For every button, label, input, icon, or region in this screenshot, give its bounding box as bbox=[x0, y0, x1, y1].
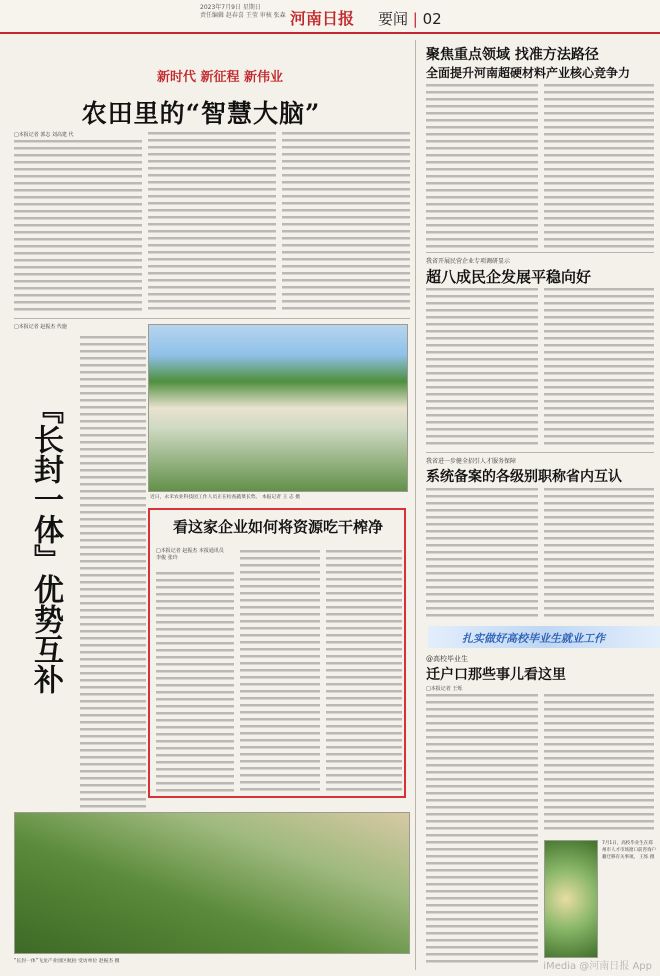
office-photo bbox=[544, 840, 598, 958]
section-divider bbox=[14, 318, 410, 319]
article-body bbox=[148, 132, 276, 312]
article-body bbox=[326, 550, 402, 792]
feature-byline: □本报记者 赵振杰 本报通讯员 李俊 张玲 bbox=[156, 548, 224, 561]
right-headline: 迁户口那些事儿看这里 bbox=[426, 667, 566, 683]
article-body bbox=[426, 84, 538, 248]
column-divider bbox=[415, 40, 416, 970]
article-body bbox=[282, 132, 410, 312]
date-line: 2023年7月9日 星期日 责任编辑 赵春喜 王莹 审核 张森 bbox=[200, 4, 286, 19]
article-body bbox=[240, 550, 320, 792]
section-divider bbox=[426, 452, 654, 453]
article-body bbox=[544, 694, 654, 834]
right-headline: 聚焦重点领域 找准方法路径 bbox=[426, 47, 599, 63]
article-body bbox=[544, 288, 654, 448]
right-subhead: 我省开展民营企业专项调研显示 bbox=[426, 258, 511, 265]
article-body bbox=[14, 140, 142, 312]
article-body bbox=[80, 336, 146, 826]
story-headline: 农田里的“智慧大脑” bbox=[81, 99, 321, 128]
photo-caption: 7月1日，高校毕业生在郑州市人才市场窗口前咨询户籍迁移有关事项。 王烁 摄 bbox=[602, 841, 656, 860]
greenhouse-photo bbox=[148, 324, 408, 492]
right-subhead: 我省进一步健全招引人才服务保障 bbox=[426, 458, 517, 465]
right-headline: 超八成民企发展平稳向好 bbox=[426, 268, 592, 286]
aerial-photo bbox=[14, 812, 410, 954]
right-byline: □本报记者 王烁 bbox=[426, 686, 463, 692]
photo-caption: 近日，永禾农业科技园工作人员正在检查蔬菜长势。 本报记者 王 志 摄 bbox=[150, 495, 301, 500]
feature-title: 看这家企业如何将资源吃干榨净 bbox=[172, 518, 383, 536]
masthead bbox=[0, 0, 660, 34]
article-body bbox=[544, 84, 654, 248]
right-headline-2: 全面提升河南超硬材料产业核心竞争力 bbox=[426, 66, 631, 80]
paper-name: 河南日报 bbox=[290, 9, 355, 28]
changfeng-byline: □本报记者 赵振杰 代施 bbox=[14, 324, 67, 330]
section-title: 要闻 | 02 bbox=[378, 10, 442, 28]
story-byline: □本报记者 郭志 刘高建 代 bbox=[14, 132, 74, 138]
article-body bbox=[156, 572, 234, 792]
article-body bbox=[426, 488, 538, 620]
article-body bbox=[544, 488, 654, 620]
right-subhead: @高校毕业生 bbox=[426, 655, 468, 663]
article-body bbox=[426, 694, 538, 964]
article-body bbox=[426, 288, 538, 448]
right-headline: 系统备案的各级别职称省内互认 bbox=[426, 469, 622, 485]
app-watermark: iMedia @河南日报 App bbox=[543, 961, 652, 972]
story-kicker: 新时代 新征程 新伟业 bbox=[156, 70, 284, 85]
section-banner: 扎实做好高校毕业生就业工作 bbox=[428, 626, 660, 648]
section-divider bbox=[426, 252, 654, 253]
photo-caption: “长封一体”飞龙产业园区航拍 受访单位 赵振杰 摄 bbox=[14, 959, 120, 964]
changfeng-title: 『长封一体』优势互补 bbox=[28, 394, 63, 694]
